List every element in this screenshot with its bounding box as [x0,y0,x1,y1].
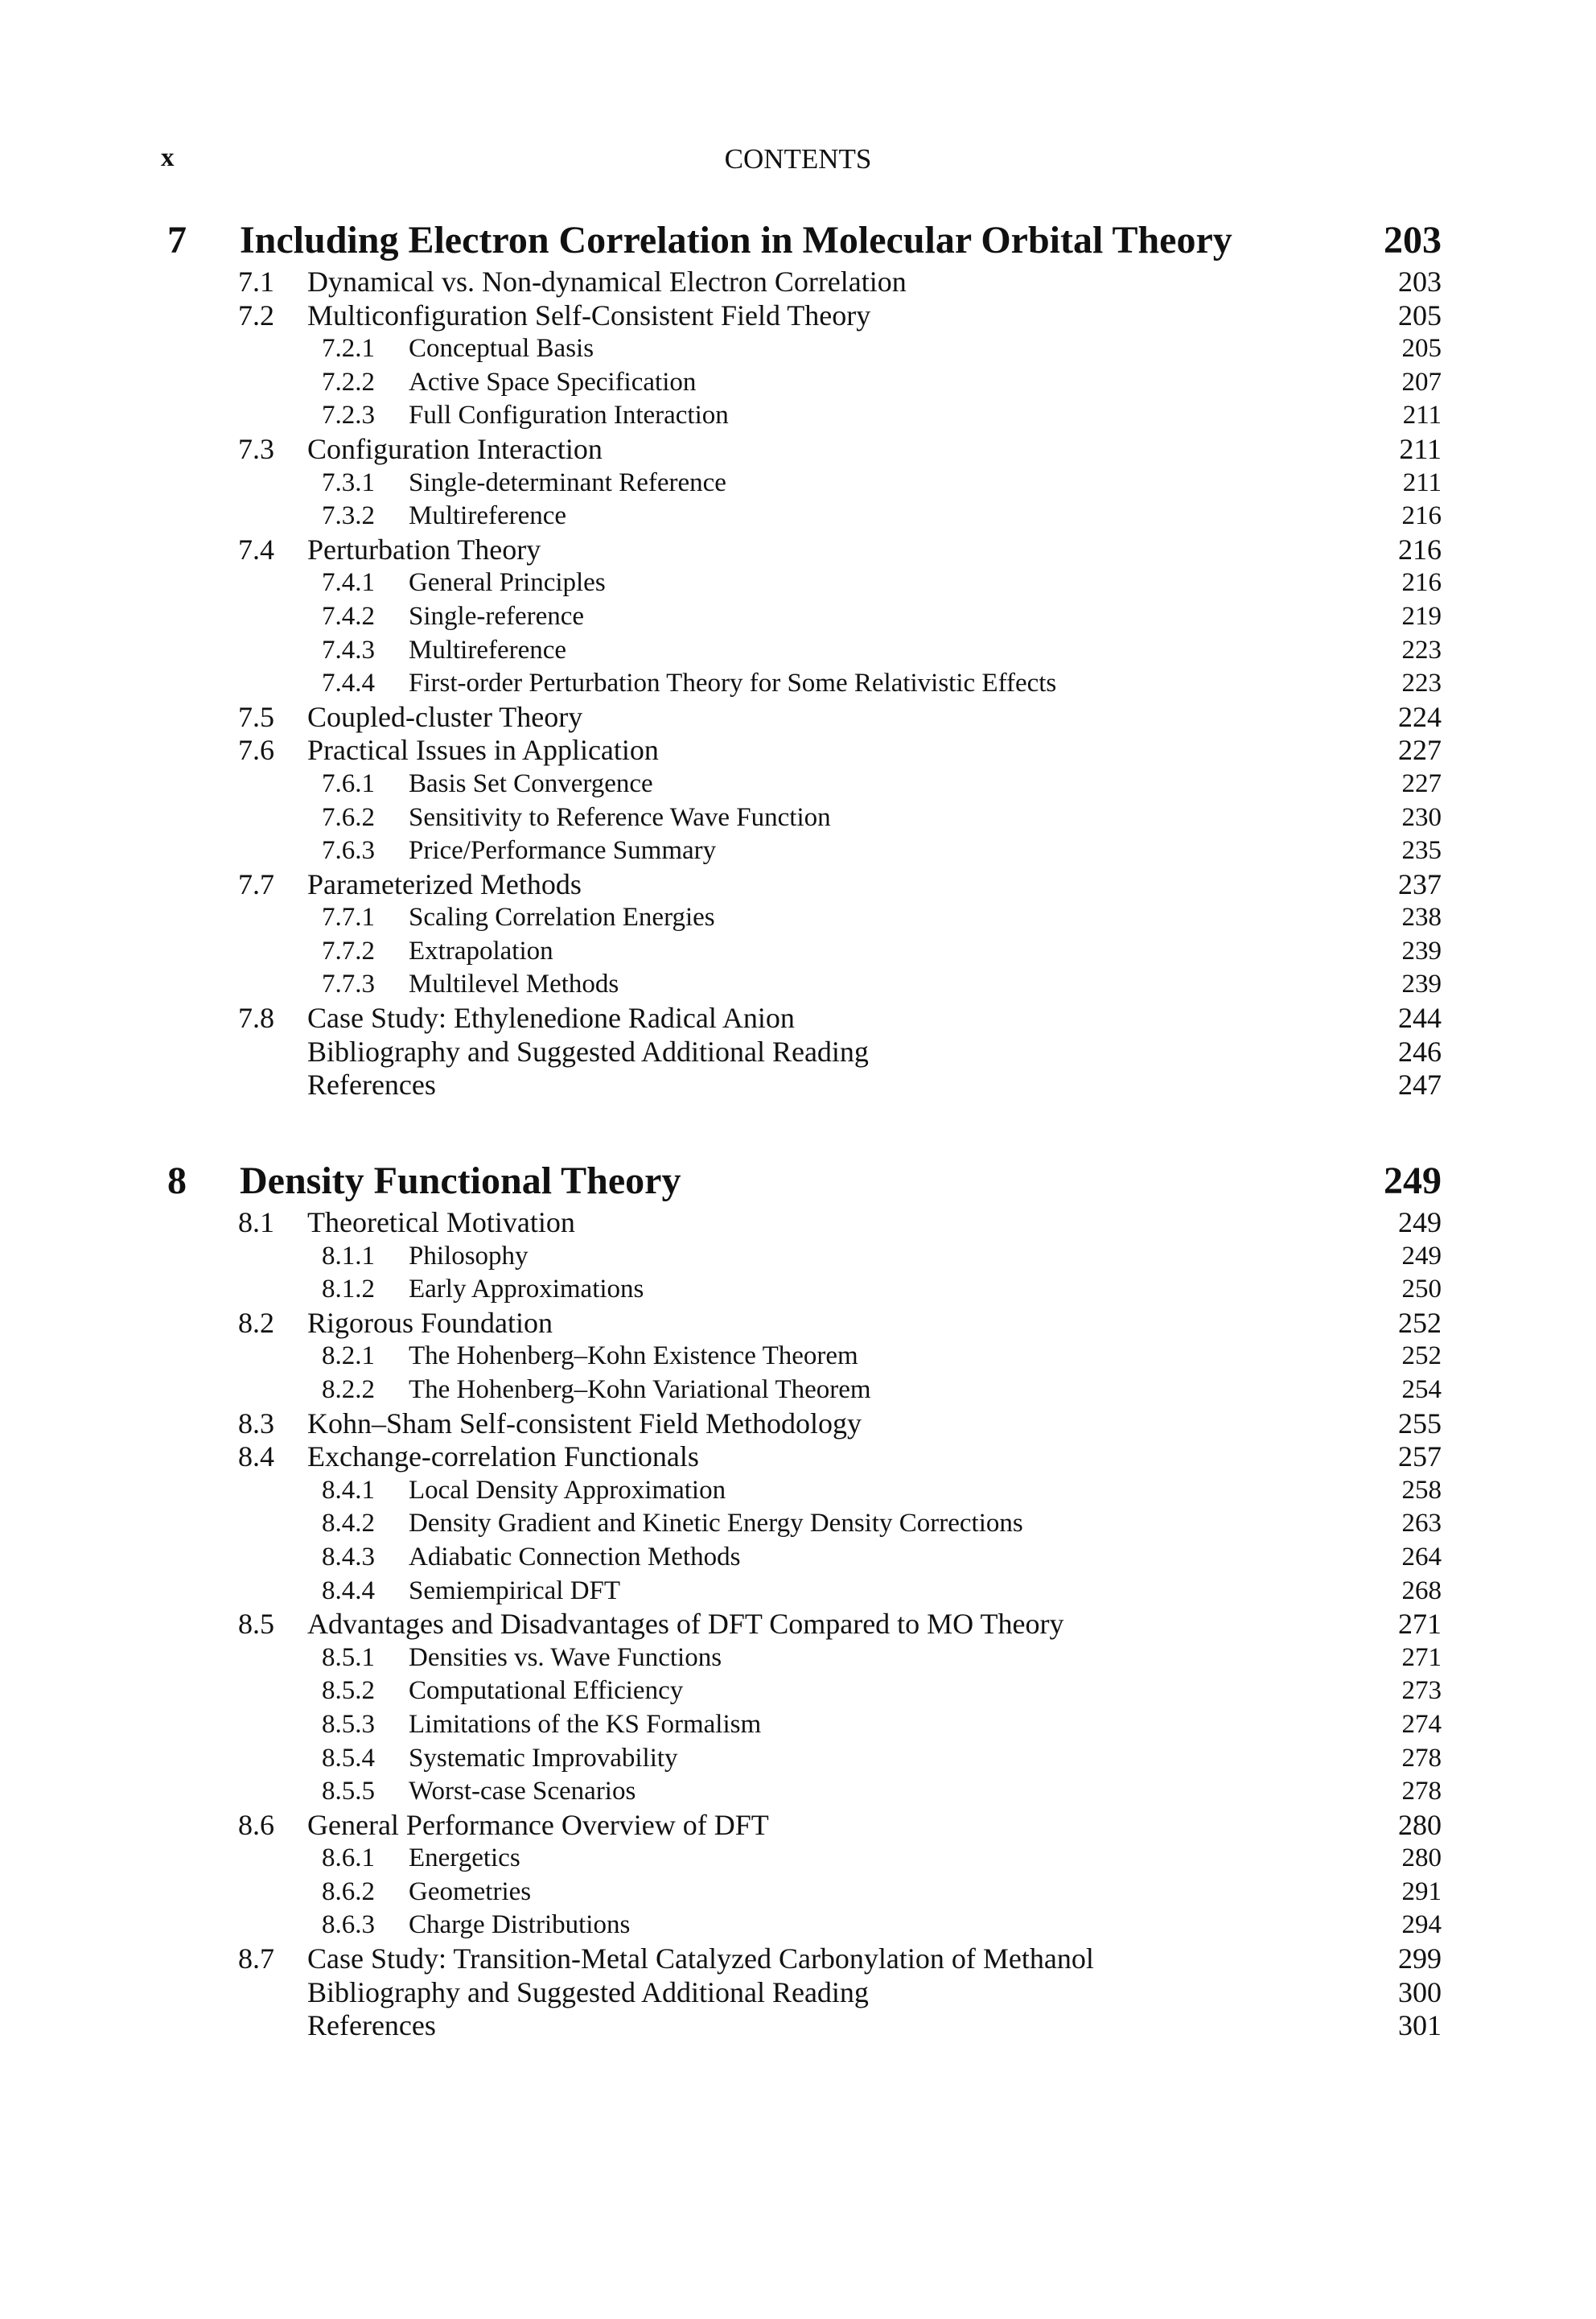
section-page: 300 [1398,1975,1442,2008]
section-title: Bibliography and Suggested Additional Reading [307,1035,869,1068]
section-page: 273 [1401,1676,1442,1706]
section-number: 8.4.4 [322,1576,375,1605]
section-title: Price/Performance Summary [409,836,717,866]
toc-entry[interactable] [0,600,1596,634]
section-title: Extrapolation [409,936,553,966]
section-title: Sensitivity to Reference Wave Function [409,802,831,832]
section-title: Philosophy [409,1241,529,1271]
section-number: 7.6.1 [322,768,375,798]
section-title: Limitations of the KS Formalism [409,1709,762,1739]
section-title: Rigorous Foundation [307,1306,553,1339]
section-page: 257 [1398,1440,1442,1473]
section-title: Single-determinant Reference [409,468,726,497]
section-number: 7.4.3 [322,635,375,665]
toc-entry[interactable] [0,968,1596,1002]
section-page: 299 [1398,1942,1442,1975]
section-page: 227 [1401,768,1442,798]
section-title: Semiempirical DFT [409,1576,621,1605]
section-page: 278 [1401,1743,1442,1773]
section-title: Local Density Approximation [409,1475,726,1505]
section-number: 7.7.3 [322,970,375,999]
toc-entry[interactable] [0,399,1596,433]
toc-entry[interactable] [0,1708,1596,1742]
section-title: Configuration Interaction [307,432,603,465]
section-number: 7.4.4 [322,669,375,698]
toc-entry[interactable] [0,868,1596,902]
chapter-heading[interactable] [0,1156,1596,1206]
section-page: 291 [1401,1876,1442,1906]
toc-entry[interactable] [0,332,1596,366]
section-page: 294 [1401,1910,1442,1940]
section-page: 249 [1398,1206,1442,1238]
section-title: First-order Perturbation Theory for Some Relativistic Effects [409,669,1057,698]
section-title: Active Space Specification [409,367,697,397]
section-page: 250 [1401,1275,1442,1304]
section-page: 223 [1401,635,1442,665]
section-page: 219 [1401,601,1442,631]
toc-entry[interactable] [0,533,1596,567]
toc-entry[interactable] [0,1374,1596,1407]
section-number: 8.5.5 [322,1777,375,1806]
section-title: Practical Issues in Application [307,734,659,767]
running-head: CONTENTS [724,143,872,175]
toc-entry[interactable] [0,1809,1596,1843]
chapter-page: 203 [1384,219,1442,262]
section-number: 7.6.3 [322,836,375,866]
toc-entry[interactable] [0,1273,1596,1307]
chapter-heading[interactable] [0,216,1596,266]
toc-entry[interactable] [0,935,1596,969]
toc-entry[interactable] [0,1876,1596,1909]
section-page: 207 [1401,367,1442,397]
section-number: 8.5.4 [322,1743,375,1773]
section-title: Geometries [409,1876,532,1906]
section-number: 8.6.1 [322,1843,375,1873]
toc-entry[interactable] [0,1069,1596,1102]
section-title: The Hohenberg–Kohn Variational Theorem [409,1374,871,1404]
toc-entry[interactable] [0,801,1596,835]
toc-entry[interactable] [0,701,1596,735]
toc-entry[interactable] [0,1976,1596,2010]
toc-entry[interactable] [0,1036,1596,1069]
section-number: 8.4 [238,1440,274,1473]
section-title: Perturbation Theory [307,533,541,566]
section-page: 271 [1401,1642,1442,1672]
section-title: Multireference [409,635,567,665]
toc-entry[interactable] [0,1440,1596,1474]
section-page: 203 [1398,266,1442,298]
section-page: 244 [1398,1002,1442,1035]
section-title: Densities vs. Wave Functions [409,1642,722,1672]
section-page: 239 [1401,970,1442,999]
toc-entry[interactable] [0,1909,1596,1942]
toc-entry[interactable] [0,1674,1596,1708]
toc-entries [0,1206,1596,2043]
section-page: 216 [1398,533,1442,566]
section-number: 7.2.1 [322,334,375,364]
section-title: Multilevel Methods [409,970,619,999]
section-page: 271 [1398,1608,1442,1641]
section-page: 278 [1401,1777,1442,1806]
section-number: 7.1 [238,266,274,298]
section-title: Early Approximations [409,1275,644,1304]
chapter-number: 8 [167,1160,187,1202]
toc-entry[interactable] [0,1541,1596,1575]
section-page: 280 [1398,1808,1442,1841]
section-page: 255 [1398,1407,1442,1440]
toc-entry[interactable] [0,566,1596,600]
section-number: 7.4.2 [322,601,375,631]
section-number: 8.5.2 [322,1676,375,1706]
page-number: x [161,143,175,172]
section-page: 216 [1401,568,1442,598]
toc-entry[interactable] [0,366,1596,400]
toc-entry[interactable] [0,500,1596,533]
section-number: 8.6.3 [322,1910,375,1940]
section-title: Parameterized Methods [307,867,582,900]
section-title: General Performance Overview of DFT [307,1808,769,1841]
section-page: 211 [1402,401,1442,430]
toc-entry[interactable] [0,1307,1596,1341]
section-title: References [307,2009,436,2042]
toc-entry[interactable] [0,1575,1596,1608]
toc-entry[interactable] [0,1742,1596,1776]
section-number: 7.2.2 [322,367,375,397]
chapter-7 [0,216,1596,1102]
section-title: Scaling Correlation Energies [409,903,715,933]
toc-entry[interactable] [0,1507,1596,1541]
section-title: Dynamical vs. Non-dynamical Electron Correlation [307,266,907,298]
section-number: 8.2.1 [322,1341,375,1371]
section-title: Coupled-cluster Theory [307,700,583,733]
section-page: 235 [1401,836,1442,866]
section-title: Multiconfiguration Self-Consistent Field Theory [307,299,871,332]
section-number: 8.1 [238,1206,274,1238]
toc-entry[interactable] [0,266,1596,299]
chapter-8 [0,1156,1596,2043]
section-page: 238 [1401,903,1442,933]
section-number: 7.4 [238,533,274,566]
section-title: Exchange-correlation Functionals [307,1440,699,1473]
toc-entry[interactable] [0,433,1596,467]
section-number: 8.4.1 [322,1475,375,1505]
section-title: The Hohenberg–Kohn Existence Theorem [409,1341,858,1371]
section-number: 8.4.3 [322,1542,375,1571]
section-page: 274 [1401,1709,1442,1739]
page-header [0,143,1596,183]
section-title: Advantages and Disadvantages of DFT Compared to MO Theory [307,1608,1064,1641]
toc-entry[interactable] [0,1407,1596,1441]
section-page: 246 [1398,1035,1442,1068]
section-page: 280 [1401,1843,1442,1873]
section-number: 7.6.2 [322,802,375,832]
chapter-title: Density Functional Theory [240,1160,681,1202]
section-title: Basis Set Convergence [409,768,653,798]
section-page: 230 [1401,802,1442,832]
chapter-title: Including Electron Correlation in Molecular Orbital Theory [240,219,1232,262]
toc-entry[interactable] [0,1608,1596,1641]
section-title: Energetics [409,1843,520,1873]
section-number: 7.3.2 [322,501,375,531]
section-title: Bibliography and Suggested Additional Reading [307,1975,869,2008]
toc-entry[interactable] [0,634,1596,668]
section-page: 205 [1398,299,1442,332]
section-title: General Principles [409,568,606,598]
section-page: 239 [1401,936,1442,966]
section-title: Adiabatic Connection Methods [409,1542,741,1571]
section-title: Charge Distributions [409,1910,631,1940]
section-page: 227 [1398,734,1442,767]
section-page: 263 [1401,1509,1442,1538]
toc-entry[interactable] [0,299,1596,333]
section-number: 8.4.2 [322,1509,375,1538]
section-number: 7.7 [238,867,274,900]
section-title: References [307,1069,436,1102]
section-title: Case Study: Ethylenedione Radical Anion [307,1002,795,1035]
toc-entry[interactable] [0,1474,1596,1508]
section-page: 254 [1401,1374,1442,1404]
section-title: Conceptual Basis [409,334,594,364]
section-title: Kohn–Sham Self-consistent Field Methodology [307,1407,862,1440]
section-title: Systematic Improvability [409,1743,678,1773]
section-number: 7.2 [238,299,274,332]
section-page: 211 [1399,432,1442,465]
section-title: Theoretical Motivation [307,1206,575,1238]
section-page: 223 [1401,669,1442,698]
chapter-number: 7 [167,219,187,262]
section-page: 252 [1401,1341,1442,1371]
section-page: 205 [1401,334,1442,364]
section-number: 7.2.3 [322,401,375,430]
section-title: Single-reference [409,601,585,631]
toc-entry[interactable] [0,2009,1596,2043]
section-number: 8.6 [238,1808,274,1841]
section-title: Full Configuration Interaction [409,401,729,430]
toc-entry[interactable] [0,1340,1596,1374]
section-number: 7.8 [238,1002,274,1035]
section-number: 7.4.1 [322,568,375,598]
toc-entries [0,266,1596,1102]
section-page: 258 [1401,1475,1442,1505]
section-page: 216 [1401,501,1442,531]
section-page: 247 [1398,1069,1442,1102]
section-number: 7.6 [238,734,274,767]
section-number: 7.3.1 [322,468,375,497]
toc-entry[interactable] [0,1002,1596,1036]
section-number: 8.2.2 [322,1374,375,1404]
section-number: 8.2 [238,1306,274,1339]
chapter-page: 249 [1384,1160,1442,1202]
toc-entry[interactable] [0,1240,1596,1274]
section-title: Multireference [409,501,567,531]
toc-entry[interactable] [0,1842,1596,1876]
toc-entry[interactable] [0,667,1596,701]
section-number: 7.7.2 [322,936,375,966]
section-page: 301 [1398,2009,1442,2042]
section-number: 8.5 [238,1608,274,1641]
toc-entry[interactable] [0,768,1596,801]
section-number: 8.5.1 [322,1642,375,1672]
section-number: 8.3 [238,1407,274,1440]
section-number: 7.5 [238,700,274,733]
section-page: 252 [1398,1306,1442,1339]
section-page: 249 [1401,1241,1442,1271]
toc-entry[interactable] [0,1942,1596,1976]
toc-entry[interactable] [0,467,1596,500]
section-page: 268 [1401,1576,1442,1605]
section-title: Computational Efficiency [409,1676,684,1706]
section-number: 8.7 [238,1942,274,1975]
section-number: 7.3 [238,432,274,465]
section-page: 237 [1398,867,1442,900]
toc-entry[interactable] [0,734,1596,768]
toc-entry[interactable] [0,1206,1596,1240]
section-number: 8.1.1 [322,1241,375,1271]
toc-entry[interactable] [0,1775,1596,1809]
section-title: Density Gradient and Kinetic Energy Density Corrections [409,1509,1023,1538]
section-page: 224 [1398,700,1442,733]
section-number: 8.6.2 [322,1876,375,1906]
toc-entry[interactable] [0,1641,1596,1675]
section-page: 264 [1401,1542,1442,1571]
section-page: 211 [1402,468,1442,497]
section-title: Case Study: Transition-Metal Catalyzed Carbonylation of Methanol [307,1942,1094,1975]
section-number: 8.5.3 [322,1709,375,1739]
toc-entry[interactable] [0,901,1596,935]
section-number: 7.7.1 [322,903,375,933]
section-title: Worst-case Scenarios [409,1777,636,1806]
toc-entry[interactable] [0,834,1596,868]
section-number: 8.1.2 [322,1275,375,1304]
